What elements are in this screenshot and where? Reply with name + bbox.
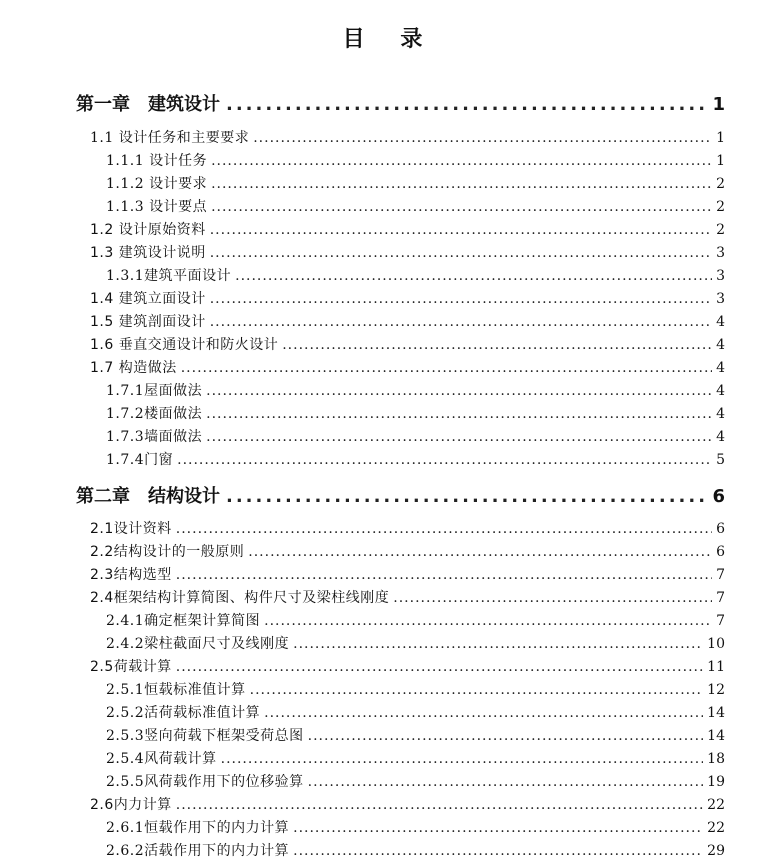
toc-dot-leader: [206, 383, 712, 399]
toc-subsection[interactable]: [106, 679, 725, 699]
toc-entry-title: 1.4 建筑立面设计: [90, 291, 206, 307]
toc-page-number: 1: [712, 94, 725, 115]
toc-subsection[interactable]: [106, 173, 725, 193]
toc-page-number: 1: [716, 153, 725, 169]
toc-dot-leader: [177, 452, 712, 468]
toc-entry-title: 2.6.1恒载作用下的内力计算: [106, 820, 290, 836]
toc-entry-title: 2.5.5风荷载作用下的位移验算: [106, 774, 304, 790]
toc-section[interactable]: [90, 656, 725, 676]
toc-section[interactable]: [90, 518, 725, 538]
toc-subsection[interactable]: [106, 426, 725, 446]
toc-section[interactable]: [90, 219, 725, 239]
toc-page-number: 14: [707, 705, 725, 721]
toc-page-number: 2: [716, 176, 725, 192]
toc-section[interactable]: [90, 288, 725, 308]
toc-page-number: 11: [707, 659, 725, 675]
toc-page-number: 7: [716, 590, 725, 606]
toc-subsection[interactable]: [106, 702, 725, 722]
toc-page-number: 2: [716, 199, 725, 215]
toc-entry-title: 1.3.1建筑平面设计: [106, 268, 232, 284]
toc-dot-leader: [210, 314, 712, 330]
toc-entry-title: 2.4.2梁柱截面尺寸及线刚度: [106, 636, 290, 652]
toc-dot-leader: [264, 705, 703, 721]
toc-page-number: 4: [716, 429, 725, 445]
toc-page-number: 1: [716, 130, 725, 146]
toc-title: 目 录: [342, 27, 437, 52]
toc-page-number: 12: [707, 682, 725, 698]
toc-page-number: 3: [716, 245, 725, 261]
toc-entry-title: 1.3 建筑设计说明: [90, 245, 206, 261]
toc-dot-leader: [176, 659, 703, 675]
toc-dot-leader: [248, 544, 712, 560]
toc-dot-leader: [235, 268, 712, 284]
toc-entry-title: 2.6内力计算: [90, 797, 172, 813]
toc-subsection[interactable]: [106, 725, 725, 745]
toc-subsection[interactable]: [106, 196, 725, 216]
toc-section[interactable]: [90, 334, 725, 354]
toc-subsection[interactable]: [106, 748, 725, 768]
toc-page-number: 22: [707, 820, 725, 836]
toc-entry-title: 第二章 结构设计: [76, 486, 220, 507]
toc-entry-title: 2.3结构选型: [90, 567, 172, 583]
toc-dot-leader: [206, 406, 712, 422]
toc-chapter[interactable]: [76, 482, 725, 508]
toc-entry-title: 2.1设计资料: [90, 521, 172, 537]
toc-page-number: 14: [707, 728, 725, 744]
toc-entry-title: 2.5.1恒载标准值计算: [106, 682, 246, 698]
toc-dot-leader: [253, 130, 712, 146]
toc-dot-leader: [293, 843, 703, 859]
toc-entry-title: 1.1.2 设计要求: [106, 176, 208, 192]
toc-subsection[interactable]: [106, 817, 725, 837]
toc-page-number: 4: [716, 360, 725, 376]
toc-dot-leader: [308, 774, 704, 790]
toc-dot-leader: [250, 682, 704, 698]
toc-page-number: 19: [707, 774, 725, 790]
toc-dot-leader: [211, 176, 712, 192]
toc-entry-title: 1.5 建筑剖面设计: [90, 314, 206, 330]
toc-entry-title: 1.7.4门窗: [106, 452, 174, 468]
toc-section[interactable]: [90, 311, 725, 331]
toc-subsection[interactable]: [106, 840, 725, 860]
toc-page-number: 5: [716, 452, 725, 468]
toc-entry-title: 2.4框架结构计算简图、构件尺寸及梁柱线刚度: [90, 590, 390, 606]
toc-subsection[interactable]: [106, 265, 725, 285]
toc-page-number: 10: [707, 636, 725, 652]
toc-subsection[interactable]: [106, 449, 725, 469]
toc-section[interactable]: [90, 587, 725, 607]
toc-entry-title: 2.6.2活载作用下的内力计算: [106, 843, 290, 859]
toc-entry-title: 1.7.1屋面做法: [106, 383, 203, 399]
toc-page-number: 4: [716, 314, 725, 330]
toc-dot-leader: [393, 590, 712, 606]
toc-section[interactable]: [90, 794, 725, 814]
toc-dot-leader: [308, 728, 704, 744]
toc-page-number: 3: [716, 268, 725, 284]
toc-page-number: 4: [716, 383, 725, 399]
toc-subsection[interactable]: [106, 633, 725, 653]
toc-dot-leader: [226, 94, 706, 115]
toc-dot-leader: [211, 199, 712, 215]
toc-page-number: 3: [716, 291, 725, 307]
toc-dot-leader: [282, 337, 712, 353]
toc-dot-leader: [293, 636, 703, 652]
toc-entry-title: 1.7.2楼面做法: [106, 406, 203, 422]
toc-entry-title: 1.1 设计任务和主要要求: [90, 130, 250, 146]
toc-entry-title: 1.6 垂直交通设计和防火设计: [90, 337, 279, 353]
toc-dot-leader: [293, 820, 703, 836]
toc-entry-title: 2.2结构设计的一般原则: [90, 544, 245, 560]
toc-page-number: 18: [707, 751, 725, 767]
toc-subsection[interactable]: [106, 150, 725, 170]
toc-page-number: 6: [716, 544, 725, 560]
toc-dot-leader: [264, 613, 712, 629]
toc-entry-title: 1.1.3 设计要点: [106, 199, 208, 215]
toc-subsection[interactable]: [106, 771, 725, 791]
toc-section[interactable]: [90, 127, 725, 147]
toc-chapter[interactable]: [76, 90, 725, 116]
toc-page-number: 7: [716, 567, 725, 583]
toc-dot-leader: [176, 521, 712, 537]
toc-entry-title: 2.5.3竖向荷载下框架受荷总图: [106, 728, 304, 744]
toc-dot-leader: [226, 486, 706, 507]
toc-page-number: 29: [707, 843, 725, 859]
toc-subsection[interactable]: [106, 403, 725, 423]
toc-section[interactable]: [90, 541, 725, 561]
toc-page-number: 2: [716, 222, 725, 238]
toc-dot-leader: [210, 222, 712, 238]
toc-entry-title: 2.5荷载计算: [90, 659, 172, 675]
toc-entry-title: 1.7.3墙面做法: [106, 429, 203, 445]
toc-page-number: 6: [716, 521, 725, 537]
toc-entry-title: 1.7 构造做法: [90, 360, 177, 376]
toc-section[interactable]: [90, 564, 725, 584]
toc-entry-title: 2.5.4风荷载计算: [106, 751, 217, 767]
toc-page-number: 22: [707, 797, 725, 813]
toc-entry-title: 2.4.1确定框架计算简图: [106, 613, 261, 629]
toc-page-number: 4: [716, 406, 725, 422]
toc-page-number: 4: [716, 337, 725, 353]
toc-dot-leader: [176, 567, 712, 583]
toc-entry-title: 1.1.1 设计任务: [106, 153, 208, 169]
toc-dot-leader: [211, 153, 712, 169]
toc-dot-leader: [206, 429, 712, 445]
toc-section[interactable]: [90, 242, 725, 262]
toc-dot-leader: [210, 245, 712, 261]
toc-subsection[interactable]: [106, 380, 725, 400]
toc-entry-title: 第一章 建筑设计: [76, 94, 220, 115]
toc-entry-title: 2.5.2活荷载标准值计算: [106, 705, 261, 721]
toc-entry-title: 1.2 设计原始资料: [90, 222, 206, 238]
toc-subsection[interactable]: [106, 610, 725, 630]
toc-section[interactable]: [90, 357, 725, 377]
toc-dot-leader: [221, 751, 704, 767]
toc-dot-leader: [181, 360, 712, 376]
toc-dot-leader: [176, 797, 703, 813]
toc-dot-leader: [210, 291, 712, 307]
toc-page-number: 6: [712, 486, 725, 507]
toc-page-number: 7: [716, 613, 725, 629]
